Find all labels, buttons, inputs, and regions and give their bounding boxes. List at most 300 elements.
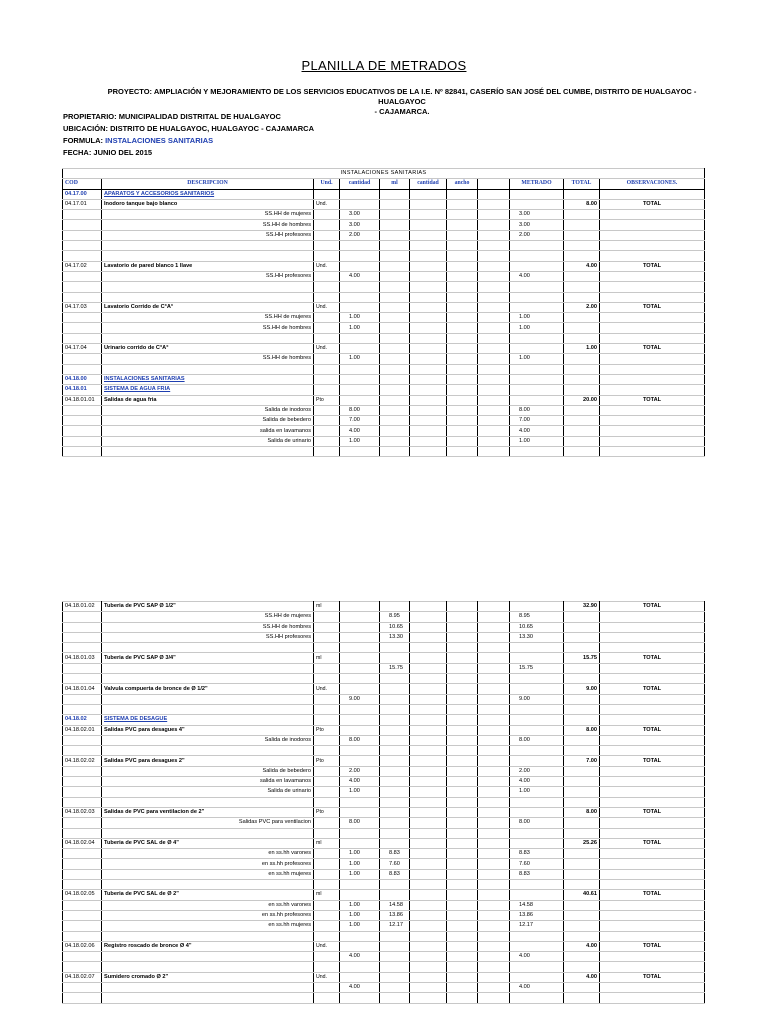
cell-width: [447, 643, 478, 653]
cell-metrado: 4.00: [510, 777, 564, 787]
cell-unit: [314, 405, 340, 415]
cell-quantity: [340, 241, 380, 251]
cell-observations: [600, 354, 705, 364]
cell-total: [564, 797, 600, 807]
cell-total: 7.00: [564, 756, 600, 766]
cell-unit: Pto: [314, 756, 340, 766]
cell-blank: [478, 818, 510, 828]
cell-blank: [478, 704, 510, 714]
cell-observations: TOTAL: [600, 653, 705, 663]
cell-observations: [600, 333, 705, 343]
cell-width: [447, 354, 478, 364]
cell-unit: [314, 766, 340, 776]
cell-blank: [478, 271, 510, 281]
cell-ml: [380, 447, 410, 457]
cell-unit: [314, 271, 340, 281]
cell-metrado: [510, 374, 564, 384]
cell-quantity2: [410, 859, 447, 869]
cell-description: SS.HH de hombres: [102, 323, 314, 333]
cell-observations: [600, 777, 705, 787]
cell-quantity2: [410, 838, 447, 848]
cell-description: Salidas de PVC para ventilacion de 2": [102, 807, 314, 817]
cell-observations: [600, 797, 705, 807]
cell-quantity2: [410, 199, 447, 209]
cell-ml: [380, 426, 410, 436]
cell-unit: [314, 880, 340, 890]
cell-description: [102, 704, 314, 714]
cell-total: [564, 230, 600, 240]
cell-unit: [314, 859, 340, 869]
cell-quantity: 1.00: [340, 849, 380, 859]
cell-quantity: 8.00: [340, 405, 380, 415]
cell-total: 1.00: [564, 344, 600, 354]
cell-total: [564, 271, 600, 281]
column-header: [478, 179, 510, 189]
cell-code: 04.17.04: [63, 344, 102, 354]
cell-metrado: [510, 941, 564, 951]
cell-total: [564, 292, 600, 302]
cell-blank: [478, 292, 510, 302]
cell-blank: [478, 663, 510, 673]
cell-ml: [380, 746, 410, 756]
cell-total: [564, 323, 600, 333]
cell-quantity2: [410, 746, 447, 756]
cell-observations: [600, 313, 705, 323]
cell-description: salida en lavamanos: [102, 426, 314, 436]
cell-total: [564, 251, 600, 261]
cell-width: [447, 261, 478, 271]
cell-blank: [478, 302, 510, 312]
cell-blank: [478, 189, 510, 199]
cell-width: [447, 374, 478, 384]
cell-description: Salidas PVC para desagues 4": [102, 725, 314, 735]
cell-unit: Und.: [314, 261, 340, 271]
cell-observations: [600, 230, 705, 240]
cell-description: Lavatorio Corrido de C°A°: [102, 302, 314, 312]
cell-blank: [478, 910, 510, 920]
cell-ml: [380, 890, 410, 900]
cell-code: 04.18.01.01: [63, 395, 102, 405]
cell-ml: [380, 838, 410, 848]
cell-blank: [478, 869, 510, 879]
cell-total: 8.00: [564, 807, 600, 817]
cell-quantity: [340, 807, 380, 817]
cell-quantity: 2.00: [340, 766, 380, 776]
cell-ml: [380, 251, 410, 261]
cell-quantity: 8.00: [340, 735, 380, 745]
cell-ml: [380, 395, 410, 405]
cell-code: 04.17.02: [63, 261, 102, 271]
cell-quantity: 1.00: [340, 921, 380, 931]
cell-code: 04.18.01: [63, 385, 102, 395]
cell-metrado: [510, 674, 564, 684]
cell-quantity2: [410, 880, 447, 890]
cell-total: [564, 849, 600, 859]
cell-quantity: [340, 797, 380, 807]
cell-observations: [600, 962, 705, 972]
column-header: OBSERVACIONES.: [600, 179, 705, 189]
column-header: ancho: [447, 179, 478, 189]
table-row: [63, 663, 705, 673]
cell-metrado: 7.60: [510, 859, 564, 869]
cell-observations: TOTAL: [600, 838, 705, 848]
cell-blank: [478, 622, 510, 632]
cell-unit: [314, 921, 340, 931]
cell-code: 04.18.02.07: [63, 972, 102, 982]
cell-code: 04.17.00: [63, 189, 102, 199]
cell-observations: [600, 828, 705, 838]
cell-total: [564, 189, 600, 199]
cell-unit: [314, 735, 340, 745]
cell-metrado: 4.00: [510, 982, 564, 992]
cell-observations: TOTAL: [600, 261, 705, 271]
cell-width: [447, 931, 478, 941]
formula-label: FORMULA:: [63, 136, 106, 145]
cell-ml: [380, 313, 410, 323]
cell-code: 04.18.02.06: [63, 941, 102, 951]
cell-ml: 7.60: [380, 859, 410, 869]
cell-observations: [600, 282, 705, 292]
cell-description: SS.HH de hombres: [102, 220, 314, 230]
cell-observations: [600, 210, 705, 220]
cell-quantity: [340, 612, 380, 622]
cell-total: 4.00: [564, 941, 600, 951]
cell-blank: [478, 282, 510, 292]
cell-code: [63, 900, 102, 910]
cell-code: [63, 643, 102, 653]
cell-total: [564, 982, 600, 992]
cell-ml: [380, 725, 410, 735]
cell-width: [447, 405, 478, 415]
cell-quantity2: [410, 653, 447, 663]
cell-quantity: 1.00: [340, 313, 380, 323]
cell-total: [564, 333, 600, 343]
cell-total: [564, 447, 600, 457]
cell-observations: [600, 416, 705, 426]
cell-ml: [380, 241, 410, 251]
cell-total: [564, 416, 600, 426]
cell-code: [63, 220, 102, 230]
cell-quantity2: [410, 828, 447, 838]
cell-width: [447, 395, 478, 405]
cell-quantity: [340, 282, 380, 292]
cell-code: 04.18.02.03: [63, 807, 102, 817]
cell-quantity: [340, 684, 380, 694]
cell-quantity: [340, 931, 380, 941]
cell-metrado: 8.00: [510, 818, 564, 828]
cell-quantity2: [410, 261, 447, 271]
cell-ml: 8.83: [380, 869, 410, 879]
cell-quantity: 1.00: [340, 323, 380, 333]
cell-quantity2: [410, 385, 447, 395]
cell-blank: [478, 725, 510, 735]
cell-code: [63, 271, 102, 281]
cell-metrado: 8.83: [510, 869, 564, 879]
cell-code: 04.18.02.05: [63, 890, 102, 900]
cell-description: Tuberia de PVC SAL de Ø 4": [102, 838, 314, 848]
column-header: COD: [63, 179, 102, 189]
cell-total: [564, 674, 600, 684]
cell-code: [63, 426, 102, 436]
cell-unit: [314, 694, 340, 704]
cell-description: [102, 982, 314, 992]
cell-code: 04.18.02: [63, 715, 102, 725]
cell-quantity2: [410, 931, 447, 941]
cell-ml: [380, 715, 410, 725]
cell-ml: [380, 210, 410, 220]
cell-observations: [600, 910, 705, 920]
cell-observations: [600, 715, 705, 725]
cell-width: [447, 828, 478, 838]
cell-metrado: 1.00: [510, 436, 564, 446]
table-row: [63, 282, 705, 292]
cell-width: [447, 210, 478, 220]
cell-quantity2: [410, 643, 447, 653]
cell-total: [564, 746, 600, 756]
cell-blank: [478, 230, 510, 240]
cell-ml: [380, 993, 410, 1003]
cell-total: [564, 622, 600, 632]
cell-observations: TOTAL: [600, 302, 705, 312]
cell-metrado: 15.75: [510, 663, 564, 673]
cell-ml: [380, 694, 410, 704]
cell-width: [447, 797, 478, 807]
cell-metrado: [510, 364, 564, 374]
table-row: [63, 251, 705, 261]
cell-code: [63, 354, 102, 364]
cell-ml: [380, 302, 410, 312]
cell-ml: [380, 323, 410, 333]
cell-observations: TOTAL: [600, 395, 705, 405]
cell-description: Salida de urinario: [102, 436, 314, 446]
cell-quantity: [340, 993, 380, 1003]
cell-quantity2: [410, 395, 447, 405]
cell-description: SS.HH de mujeres: [102, 313, 314, 323]
cell-metrado: [510, 282, 564, 292]
cell-quantity: [340, 632, 380, 642]
table-row: [63, 704, 705, 714]
cell-observations: [600, 952, 705, 962]
cell-code: [63, 952, 102, 962]
cell-unit: [314, 797, 340, 807]
cell-total: [564, 910, 600, 920]
table-row: [63, 323, 705, 333]
cell-total: [564, 777, 600, 787]
cell-unit: Pto: [314, 807, 340, 817]
cell-unit: [314, 818, 340, 828]
cell-code: [63, 632, 102, 642]
table-row: [63, 210, 705, 220]
cell-blank: [478, 220, 510, 230]
item-row: [63, 684, 705, 694]
cell-code: 04.17.03: [63, 302, 102, 312]
cell-quantity: 1.00: [340, 787, 380, 797]
cell-blank: [478, 838, 510, 848]
cell-metrado: [510, 261, 564, 271]
cell-ml: 10.65: [380, 622, 410, 632]
cell-total: 4.00: [564, 972, 600, 982]
cell-total: [564, 869, 600, 879]
cell-blank: [478, 890, 510, 900]
cell-unit: [314, 210, 340, 220]
formula-value: INSTALACIONES SANITARIAS: [105, 136, 214, 145]
cell-unit: [314, 900, 340, 910]
table-row: [63, 910, 705, 920]
cell-code: [63, 323, 102, 333]
cell-ml: [380, 787, 410, 797]
cell-description: Lavatorio de pared blanco 1 llave: [102, 261, 314, 271]
cell-quantity2: [410, 982, 447, 992]
cell-unit: ml: [314, 890, 340, 900]
cell-observations: TOTAL: [600, 807, 705, 817]
cell-code: [63, 931, 102, 941]
cell-quantity2: [410, 869, 447, 879]
cell-total: [564, 704, 600, 714]
cell-quantity2: [410, 704, 447, 714]
cell-metrado: 8.00: [510, 405, 564, 415]
cell-observations: [600, 880, 705, 890]
cell-code: [63, 313, 102, 323]
cell-metrado: 13.30: [510, 632, 564, 642]
cell-width: [447, 849, 478, 859]
table-row: [63, 354, 705, 364]
cell-unit: [314, 354, 340, 364]
cell-quantity2: [410, 612, 447, 622]
cell-blank: [478, 849, 510, 859]
cell-description: SS.HH profesores: [102, 271, 314, 281]
cell-quantity2: [410, 436, 447, 446]
cell-description: APARATOS Y ACCESORIOS SANITARIOS: [102, 189, 314, 199]
cell-width: [447, 859, 478, 869]
cell-observations: [600, 426, 705, 436]
cell-observations: [600, 292, 705, 302]
cell-width: [447, 251, 478, 261]
cell-code: 04.18.01.03: [63, 653, 102, 663]
cell-description: SISTEMA DE DESAGUE: [102, 715, 314, 725]
table-row: [63, 900, 705, 910]
cell-observations: TOTAL: [600, 941, 705, 951]
cell-width: [447, 653, 478, 663]
cell-observations: [600, 849, 705, 859]
cell-metrado: 1.00: [510, 323, 564, 333]
cell-quantity2: [410, 220, 447, 230]
cell-quantity2: [410, 777, 447, 787]
cell-blank: [478, 807, 510, 817]
cell-quantity: 4.00: [340, 271, 380, 281]
cell-blank: [478, 241, 510, 251]
table-row: [63, 735, 705, 745]
cell-description: en ss.hh mujeres: [102, 921, 314, 931]
cell-metrado: [510, 302, 564, 312]
cell-code: [63, 849, 102, 859]
cell-quantity: [340, 941, 380, 951]
cell-description: Inodoro tanque bajo blanco: [102, 199, 314, 209]
cell-total: [564, 993, 600, 1003]
cell-width: [447, 632, 478, 642]
cell-quantity2: [410, 632, 447, 642]
item-row: [63, 653, 705, 663]
cell-metrado: [510, 828, 564, 838]
item-row: [63, 602, 705, 612]
cell-code: [63, 436, 102, 446]
cell-unit: [314, 777, 340, 787]
cell-ml: [380, 230, 410, 240]
cell-code: [63, 663, 102, 673]
cell-metrado: [510, 333, 564, 343]
item-row: [63, 890, 705, 900]
column-header: ml: [380, 179, 410, 189]
table-row: [63, 643, 705, 653]
cell-ml: [380, 436, 410, 446]
metrados-table-top: [62, 168, 705, 457]
cell-total: 2.00: [564, 302, 600, 312]
cell-ml: [380, 416, 410, 426]
cell-metrado: [510, 684, 564, 694]
cell-total: [564, 220, 600, 230]
cell-ml: [380, 931, 410, 941]
cell-description: en ss.hh mujeres: [102, 869, 314, 879]
cell-quantity2: [410, 333, 447, 343]
cell-description: SS.HH de hombres: [102, 622, 314, 632]
cell-code: 04.18.01.02: [63, 602, 102, 612]
cell-code: [63, 859, 102, 869]
cell-ml: [380, 797, 410, 807]
cell-width: [447, 807, 478, 817]
table-row: [63, 230, 705, 240]
cell-observations: [600, 405, 705, 415]
cell-width: [447, 766, 478, 776]
cell-quantity: 9.00: [340, 694, 380, 704]
cell-quantity: [340, 972, 380, 982]
cell-observations: TOTAL: [600, 199, 705, 209]
cell-metrado: 1.00: [510, 354, 564, 364]
cell-unit: [314, 436, 340, 446]
cell-ml: [380, 777, 410, 787]
cell-width: [447, 271, 478, 281]
cell-total: [564, 715, 600, 725]
cell-total: [564, 374, 600, 384]
cell-ml: [380, 220, 410, 230]
cell-quantity2: [410, 271, 447, 281]
cell-description: SS.HH de mujeres: [102, 210, 314, 220]
cell-unit: [314, 612, 340, 622]
cell-observations: [600, 323, 705, 333]
table-row: [63, 612, 705, 622]
cell-width: [447, 602, 478, 612]
cell-code: [63, 241, 102, 251]
cell-blank: [478, 735, 510, 745]
cell-metrado: [510, 643, 564, 653]
cell-quantity2: [410, 426, 447, 436]
cell-unit: [314, 910, 340, 920]
cell-quantity2: [410, 622, 447, 632]
cell-metrado: 8.95: [510, 612, 564, 622]
cell-total: [564, 818, 600, 828]
cell-observations: [600, 364, 705, 374]
cell-unit: Und.: [314, 302, 340, 312]
cell-code: [63, 230, 102, 240]
table-row: [63, 962, 705, 972]
cell-quantity: [340, 302, 380, 312]
cell-description: Sumidero cromado Ø 2": [102, 972, 314, 982]
cell-unit: [314, 849, 340, 859]
section-row: [63, 385, 705, 395]
cell-blank: [478, 993, 510, 1003]
cell-blank: [478, 931, 510, 941]
cell-quantity: [340, 344, 380, 354]
cell-observations: [600, 993, 705, 1003]
cell-metrado: [510, 447, 564, 457]
